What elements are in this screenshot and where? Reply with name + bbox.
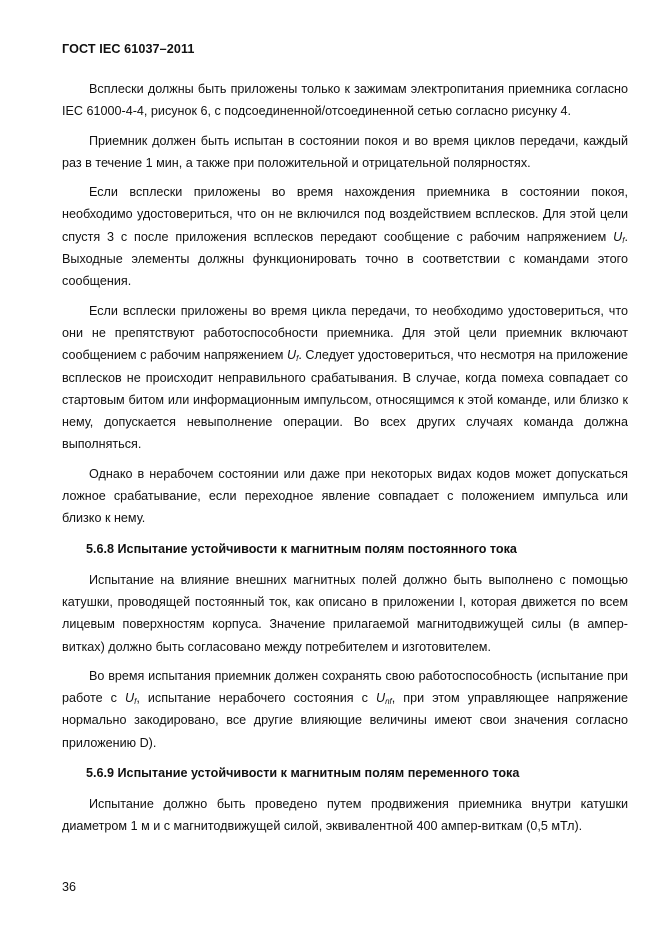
- paragraph: Испытание на влияние внешних магнитных полей должно быть выполнено с помощью катушки, проводящей постоянный ток, как описано в приложении I, которая движется по всем лицевым поверхностям корпуса. Значение прилагаемой магнитодвижущей силы (в ампер-витках) должно быть согласовано между потребителем и изготовителем.: [62, 572, 628, 654]
- text-run: Во время испытания приемник должен сохранять свою работоспособность (испытание при работе с: [62, 668, 628, 706]
- paragraph: Испытание должно быть проведено путем продвижения приемника внутри катушки диаметром 1 м и с магнитодвижущей силой, эквивалентной 400 ампер-виткам (0,5 мТл).: [62, 797, 628, 834]
- paragraph: Всплески должны быть приложены только к зажимам электропитания приемника согласно IEC 61000-4-4, рисунок 6, с подсоединенной/отсоединенной сетью согласно рисунку 4.: [62, 82, 628, 119]
- paragraph: Приемник должен быть испытан в состоянии покоя и во время циклов передачи, каждый раз в течение 1 мин, а также при положительной и отрицательной полярностях.: [62, 133, 628, 170]
- symbol-u: U: [613, 229, 623, 244]
- text-run: . Следует удостовериться, что несмотря на приложение всплесков не происходит неправильного срабатывания. В случае, когда помеха совпадает со стартовым битом или информационным импульсом, относящимся к этой команде, или близко к нему, допускается невыполнение операции. Во всех других случаях команда должна выполняться.: [62, 348, 628, 452]
- section-heading-5-6-8: 5.6.8 Испытание устойчивости к магнитным полям постоянного тока: [86, 541, 517, 556]
- paragraph: [62, 181, 628, 292]
- subscript-f: f: [134, 697, 137, 707]
- document-body: [62, 78, 628, 845]
- document-page: [62, 0, 628, 936]
- page-number: 36: [62, 880, 77, 894]
- subscript-nf: nf: [385, 697, 392, 707]
- subscript-f: f: [296, 354, 299, 364]
- text-run: , испытание нерабочего состояния с: [136, 691, 376, 706]
- standard-header: ГОСТ IEC 61037–2011: [62, 42, 195, 56]
- text-run: . Выходные элементы должны функционировать точно в соответствии с командами этого сообщения.: [62, 229, 628, 289]
- symbol-u: U: [124, 691, 135, 706]
- paragraph: [62, 300, 628, 456]
- text-run: Если всплески приложены во время нахождения приемника в состоянии покоя, необходимо удостовериться, что он не включился под воздействием всплесков. Для этой цели спустя 3 с после приложения всплесков передают сообщение с рабочим напряжением: [62, 185, 628, 244]
- subscript-f: f: [622, 235, 625, 245]
- paragraph: Однако в нерабочем состоянии или даже при некоторых видах кодов может допускаться ложное срабатывание, если переходное явление совпадает с положением импульса или близко к нему.: [62, 466, 628, 526]
- symbol-u: U: [286, 348, 297, 363]
- text-run: Если всплески приложены во время цикла передачи, то необходимо удостовериться, что они не препятствуют работоспособности приемника. Для этой цели приемник включают сообщением с рабочим напряжением: [62, 303, 628, 363]
- section-heading-5-6-9: 5.6.9 Испытание устойчивости к магнитным полям переменного тока: [86, 766, 520, 781]
- text-run: , при этом управляющее напряжение нормально закодировано, все другие влияющие величины имеют свои значения согласно приложению D).: [62, 691, 628, 750]
- symbol-u: U: [375, 691, 386, 706]
- paragraph: [62, 665, 628, 754]
